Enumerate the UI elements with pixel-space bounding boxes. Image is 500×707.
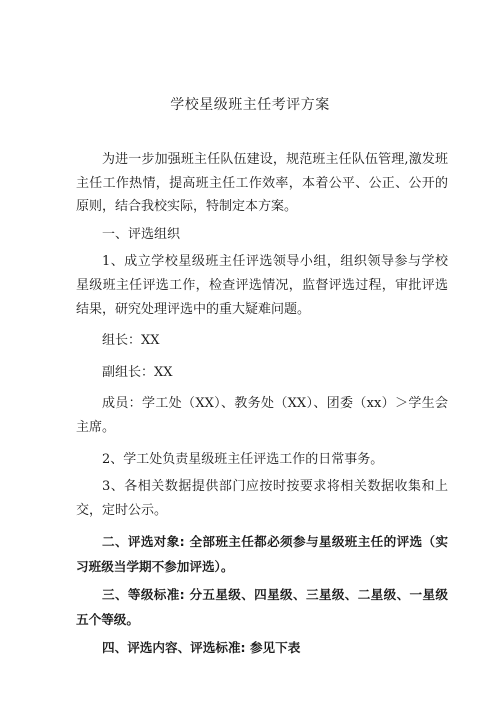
section-1-item-2: 2、学工处负责星级班主任评选工作的日常事务。 <box>102 451 384 467</box>
section-2-paragraph: 二、评选对象: 全部班主任都必须参与星级班主任的评选（实习班级当学期不参加评选）。 <box>76 534 448 574</box>
deputy-leader-line: 副组长：XX <box>102 364 173 380</box>
section-3-paragraph: 三、等级标准: 分五星级、四星级、三星级、二星级、一星级五个等级。 <box>76 587 448 627</box>
leader-line: 组长：XX <box>102 333 160 349</box>
section-1-item-3: 3、各相关数据提供部门应按时按要求将相关数据收集和上交，定时公示。 <box>76 479 448 518</box>
intro-paragraph: 为进一步加强班主任队伍建设，规范班主任队伍管理,激发班主任工作热情，提高班主任工作效率，本着公平、公正、公开的原则，结合我校实际，特制定本方案。 <box>76 152 448 215</box>
members-line: 成员：学工处（XX）、教务处（XX）、团委（xx）＞学生会主席。 <box>76 396 448 435</box>
section-4-paragraph: 四、评选内容、评选标准: 参见下表 <box>102 640 301 656</box>
section-1-item-1: 1、成立学校星级班主任评选领导小组，组织领导参与学校星级班主任评选工作，检查评选情况，监督评选过程，审批评选结果，研究处理评选中的重大疑难问题。 <box>76 254 448 317</box>
section-1-heading: 一、评选组织 <box>102 226 181 242</box>
document-body <box>76 148 448 661</box>
document-title: 学校星级班主任考评方案 <box>170 97 330 113</box>
